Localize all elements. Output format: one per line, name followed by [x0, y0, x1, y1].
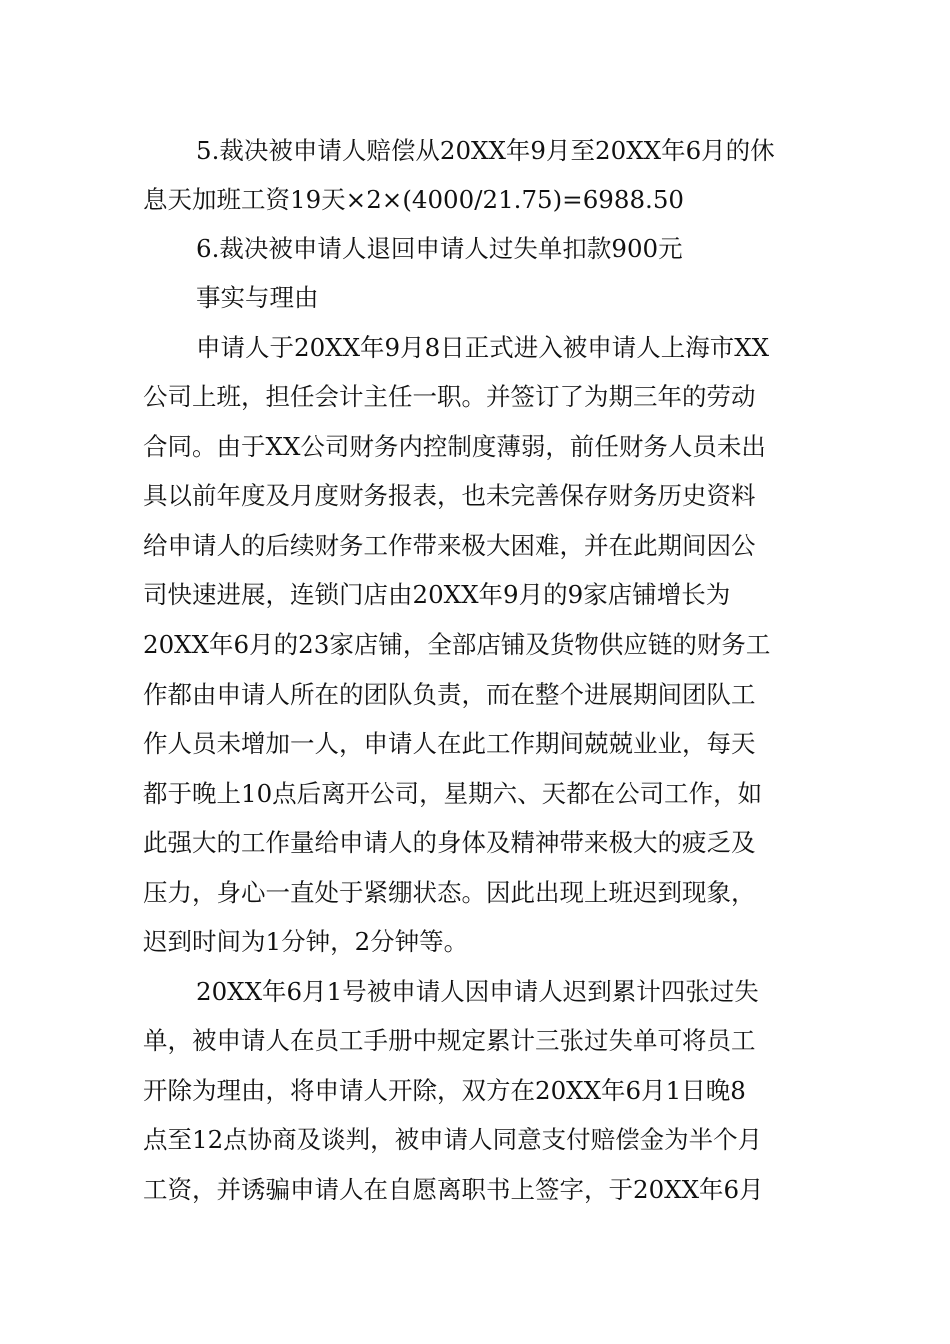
text-line-2: 息天加班工资19天×2×(4000/21.75)=6988.50 — [143, 185, 685, 214]
text-line-14: 都于晚上10点后离开公司，星期六、天都在公司工作，如 — [143, 779, 763, 808]
text-line-11: 20XX年6月的23家店铺，全部店铺及货物供应链的财务工 — [143, 630, 771, 659]
text-line-22: 工资，并诱骗申请人在自愿离职书上签字，于20XX年6月 — [143, 1175, 764, 1204]
text-line-8: 具以前年度及月度财务报表，也未完善保存财务历史资料 — [143, 481, 756, 510]
text-line-20: 开除为理由，将申请人开除，双方在20XX年6月1日晚8 — [143, 1076, 746, 1105]
text-line-21: 点至12点协商及谈判，被申请人同意支付赔偿金为半个月 — [143, 1125, 763, 1154]
section-heading: 事实与理由 — [196, 283, 319, 312]
text-line-3: 6.裁决被申请人退回申请人过失单扣款900元 — [196, 234, 683, 263]
text-line-16: 压力，身心一直处于紧绷状态。因此出现上班迟到现象， — [143, 878, 756, 907]
text-line-12: 作都由申请人所在的团队负责，而在整个进展期间团队工 — [143, 680, 756, 709]
text-line-13: 作人员未增加一人，申请人在此工作期间兢兢业业，每天 — [143, 729, 756, 758]
text-line-9: 给申请人的后续财务工作带来极大困难，并在此期间因公 — [143, 531, 756, 560]
text-line-18: 20XX年6月1号被申请人因申请人迟到累计四张过失 — [196, 977, 759, 1006]
text-line-17: 迟到时间为1分钟，2分钟等。 — [143, 927, 469, 956]
text-line-10: 司快速进展，连锁门店由20XX年9月的9家店铺增长为 — [143, 580, 731, 609]
text-line-19: 单，被申请人在员工手册中规定累计三张过失单可将员工 — [143, 1026, 756, 1055]
text-line-6: 公司上班，担任会计主任一职。并签订了为期三年的劳动 — [143, 382, 756, 411]
text-line-5: 申请人于20XX年9月8日正式进入被申请人上海市XX — [196, 333, 770, 362]
text-line-7: 合同。由于XX公司财务内控制度薄弱，前任财务人员未出 — [143, 432, 766, 461]
text-line-15: 此强大的工作量给申请人的身体及精神带来极大的疲乏及 — [143, 828, 756, 857]
text-line-1: 5.裁决被申请人赔偿从20XX年9月至20XX年6月的休 — [196, 136, 775, 165]
